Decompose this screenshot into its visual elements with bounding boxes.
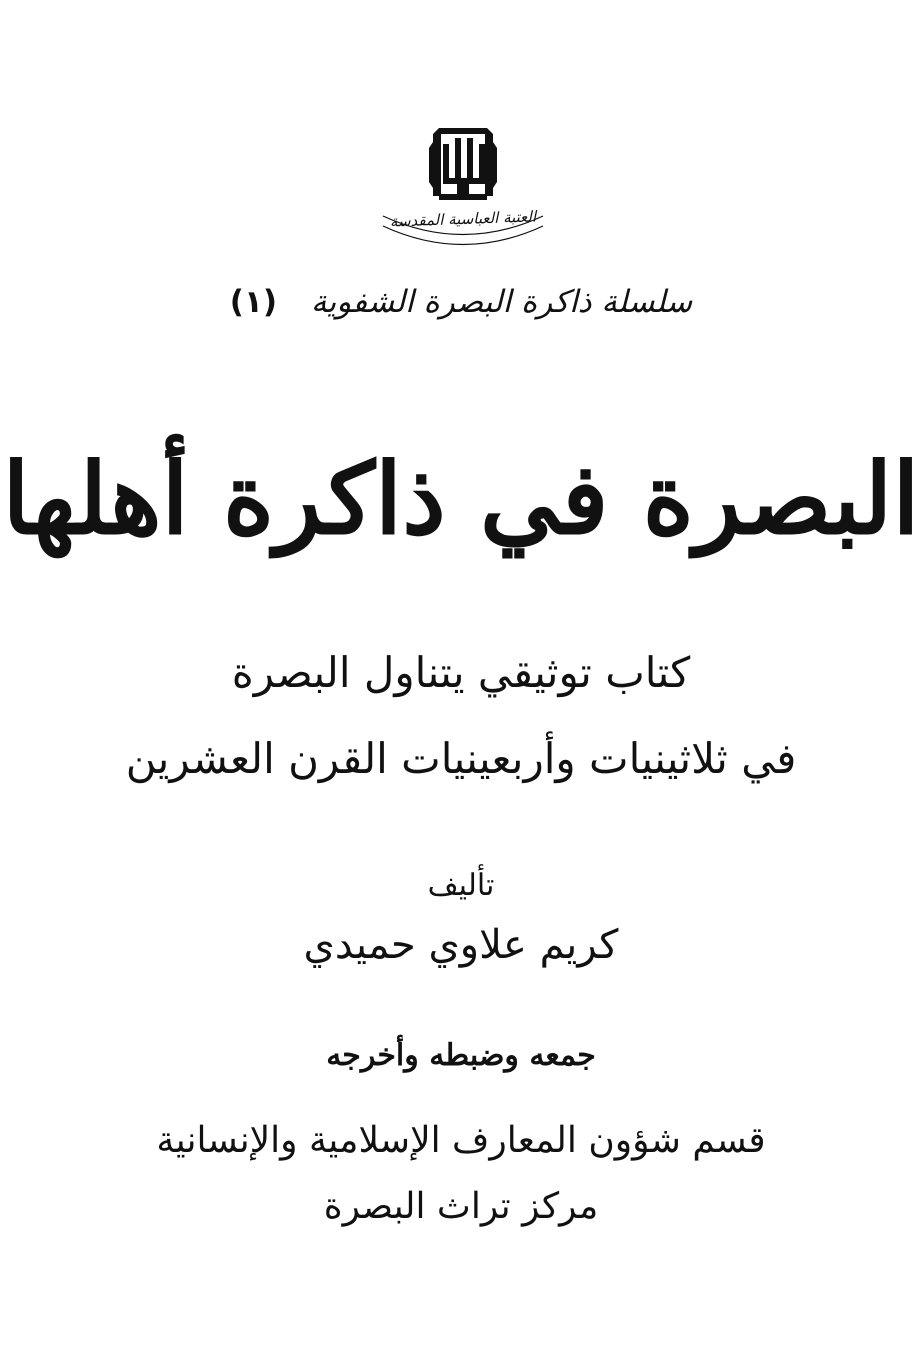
- department-name: قسم شؤون المعارف الإسلامية والإنسانية: [156, 1120, 766, 1161]
- book-title: البصرة في ذاكرة أهلها: [2, 442, 920, 557]
- logo-caption: العتبة العباسية المقدسة: [389, 207, 537, 231]
- series-label: سلسلة ذاكرة البصرة الشفوية: [311, 284, 693, 320]
- subtitle-line-1: كتاب توثيقي يتناول البصرة: [231, 648, 691, 697]
- publisher-logo: [353, 118, 573, 248]
- author-label: تأليف: [427, 868, 495, 903]
- author-name: كريم علاوي حميدي: [303, 922, 619, 968]
- subtitle-line-2: في ثلاثينيات وأربعينيات القرن العشرين: [125, 734, 797, 783]
- center-name: مركز تراث البصرة: [323, 1186, 599, 1227]
- series-number: (١): [229, 284, 278, 320]
- compiled-by-label: جمعه وضبطه وأخرجه: [326, 1038, 596, 1073]
- series-line: [0, 284, 922, 320]
